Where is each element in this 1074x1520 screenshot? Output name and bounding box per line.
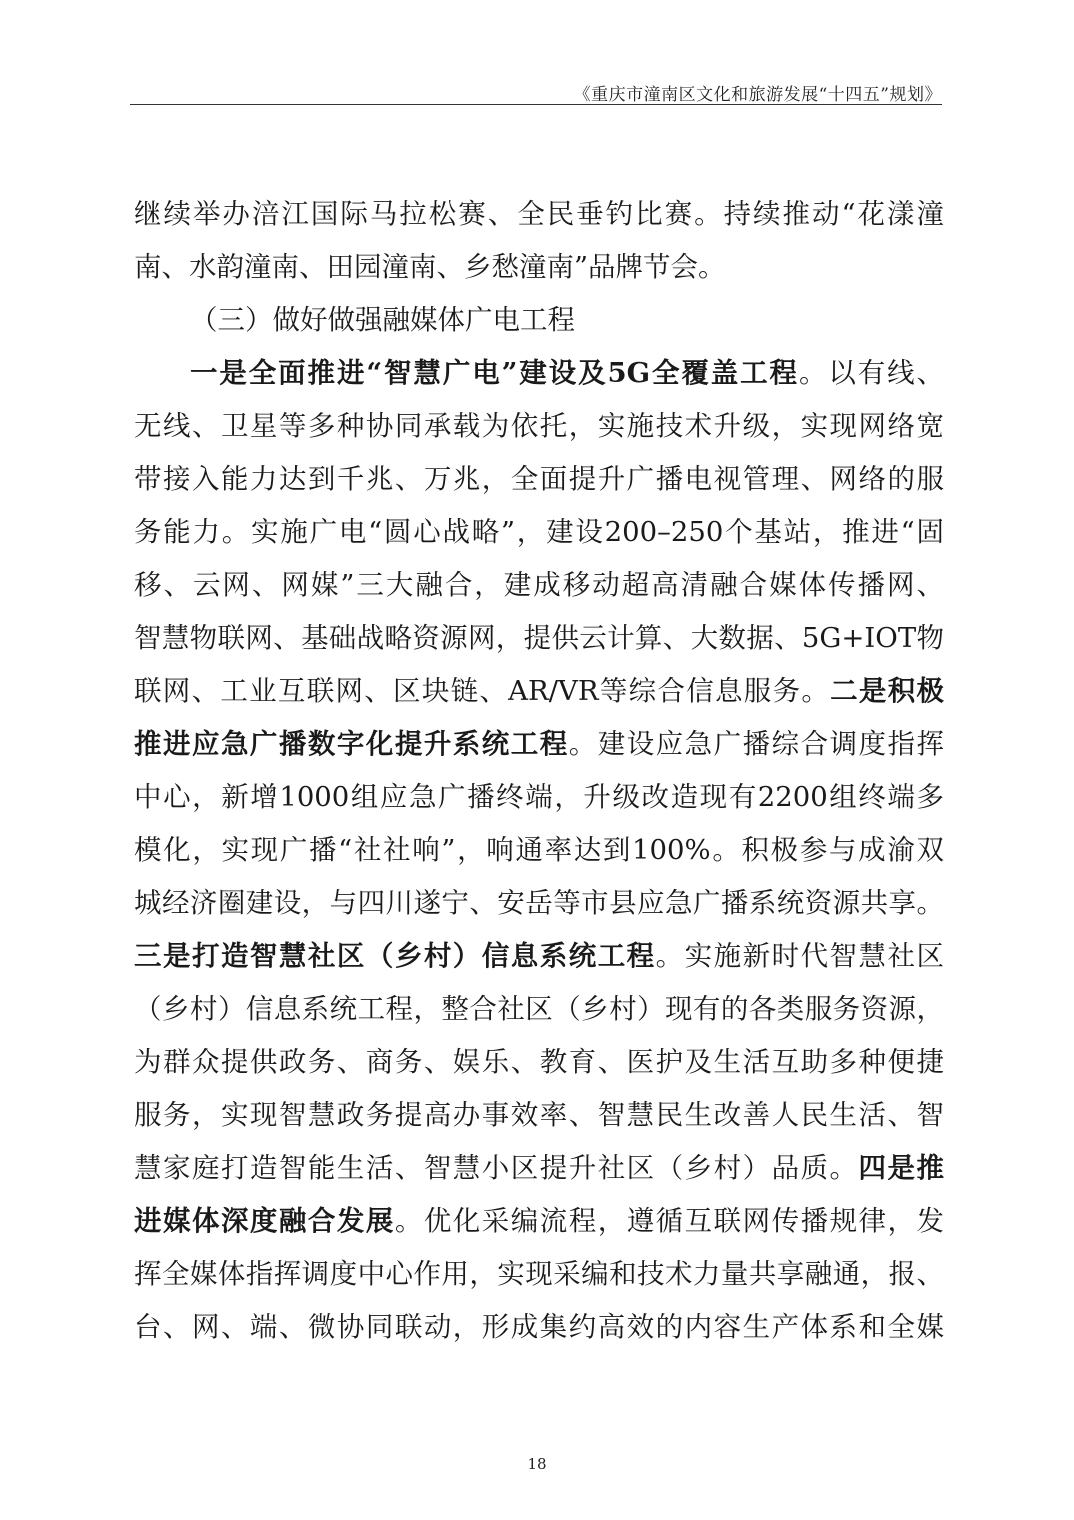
text-line: 三是打造智慧社区（乡村）信息系统工程。实施新时代智慧社区 xyxy=(134,940,945,972)
bold-lead: 推进应急广播数字化提升系统工程 xyxy=(134,728,569,760)
text-line: 台、网、端、微协同联动，形成集约高效的内容生产体系和全媒 xyxy=(134,1311,944,1343)
text-line: 城经济圈建设，与四川遂宁、安岳等市县应急广播系统资源共享。 xyxy=(134,887,944,919)
bold-lead: 二是积极 xyxy=(830,675,944,707)
text-line: 模化，实现广播“社社响”，响通率达到100%。积极参与成渝双 xyxy=(134,834,944,866)
text-line: 继续举办涪江国际马拉松赛、全民垂钓比赛。持续推动“花漾潼 xyxy=(134,198,944,230)
text-line: 慧家庭打造智能生活、智慧小区提升社区（乡村）品质。四是推 xyxy=(134,1152,945,1184)
header-rule xyxy=(130,104,942,105)
bold-lead: 进媒体深度融合发展 xyxy=(134,1205,395,1237)
text-line: 联网、工业互联网、区块链、AR/VR等综合信息服务。二是积极 xyxy=(134,675,944,707)
bold-lead: 三是打造智慧社区（乡村）信息系统工程 xyxy=(134,940,656,972)
text-line: 挥全媒体指挥调度中心作用，实现采编和技术力量共享融通，报、 xyxy=(134,1258,944,1290)
text-line: 务能力。实施广电“圆心战略”，建设200–250个基站，推进“固 xyxy=(134,516,944,548)
text-line: 推进应急广播数字化提升系统工程。建设应急广播综合调度指挥 xyxy=(134,728,945,760)
bold-lead: 一是全面推进“智慧广电”建设及5G全覆盖工程 xyxy=(190,357,799,389)
text-line: 移、云网、网媒”三大融合，建成移动超高清融合媒体传播网、 xyxy=(134,569,944,601)
text-line: 智慧物联网、基础战略资源网，提供云计算、大数据、5G+IOT物 xyxy=(134,622,944,654)
text-line: 中心，新增1000组应急广播终端，升级改造现有2200组终端多 xyxy=(134,781,944,813)
text-line: 无线、卫星等多种协同承载为依托，实施技术升级，实现网络宽 xyxy=(134,410,944,442)
section-heading: （三）做好做强融媒体广电工程 xyxy=(190,304,575,336)
body-text xyxy=(134,188,944,1354)
text-line: （乡村）信息系统工程，整合社区（乡村）现有的各类服务资源， xyxy=(134,993,944,1025)
text-line: 进媒体深度融合发展。优化采编流程，遵循互联网传播规律，发 xyxy=(134,1205,945,1237)
text-line: 服务，实现智慧政务提高办事效率、智慧民生改善人民生活、智 xyxy=(134,1099,944,1131)
text-line: 一是全面推进“智慧广电”建设及5G全覆盖工程。以有线、 xyxy=(190,357,944,389)
text-line: 带接入能力达到千兆、万兆，全面提升广播电视管理、网络的服 xyxy=(134,463,944,495)
page-number: 18 xyxy=(527,1455,547,1473)
bold-lead: 四是推 xyxy=(858,1152,945,1184)
text-line: 南、水韵潼南、田园潼南、乡愁潼南”品牌节会。 xyxy=(134,251,726,283)
text-line: 为群众提供政务、商务、娱乐、教育、医护及生活互助多种便捷 xyxy=(134,1046,944,1078)
running-header: 《重庆市潼南区文化和旅游发展“十四五”规划》 xyxy=(573,85,942,105)
